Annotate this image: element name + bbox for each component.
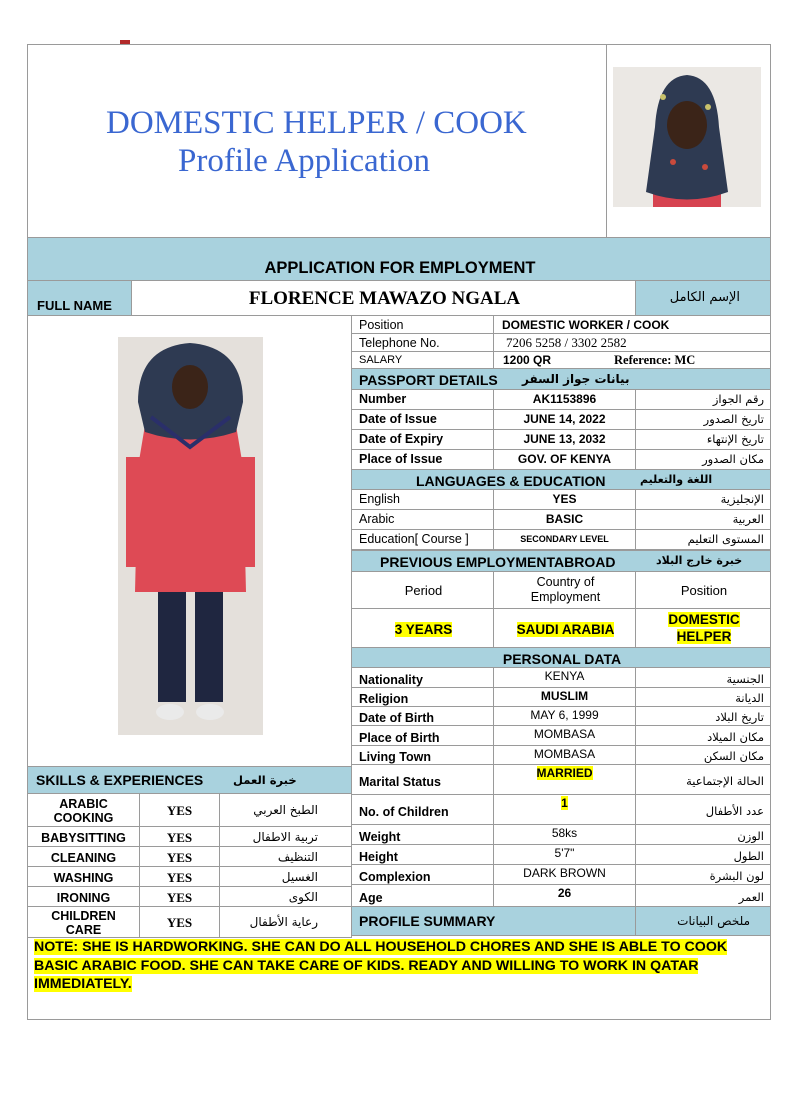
header-title-box — [27, 44, 607, 238]
language-row-value: BASIC — [545, 512, 584, 526]
position-value: DOMESTIC WORKER / COOK — [502, 318, 670, 332]
personal-row-ar: الوزن — [737, 829, 764, 843]
summary-ar: ملخص البيانات — [677, 914, 750, 928]
passport-row-ar-cell — [635, 389, 771, 410]
language-row-ar: المستوى التعليم — [687, 532, 764, 546]
personal-row-ar-cell — [635, 667, 771, 688]
page-subtitle: Profile Application — [178, 143, 431, 179]
personal-row-ar-cell — [635, 864, 771, 885]
personal-row-label: Living Town — [359, 750, 431, 764]
full-name-ar-cell — [635, 280, 771, 316]
summary-label: PROFILE SUMMARY — [359, 913, 496, 929]
language-row-label: English — [359, 492, 400, 506]
full-name-value-cell — [131, 280, 636, 316]
personal-row-value-cell — [493, 667, 636, 688]
emp-col-country: Country of Employment — [530, 575, 601, 604]
reference-text: Reference: MC — [614, 353, 696, 367]
personal-row-label: Date of Birth — [359, 711, 434, 725]
personal-row-ar: عدد الأطفال — [705, 804, 764, 818]
corner-mark — [120, 40, 130, 44]
emp-period: 3 YEARS — [394, 622, 453, 637]
personal-row-ar: الطول — [733, 849, 764, 863]
language-row-value-cell — [493, 529, 636, 550]
personal-row-value: MOMBASA — [533, 747, 596, 761]
summary-ar-cell — [635, 906, 771, 936]
full-name-ar: الإسم الكامل — [669, 290, 740, 305]
language-row-value: YES — [552, 492, 577, 506]
skill-name-cell — [27, 866, 140, 887]
personal-row-ar-cell — [635, 764, 771, 795]
personal-row-value-cell — [493, 725, 636, 746]
personal-row-label-cell — [351, 745, 494, 765]
skill-value: YES — [166, 850, 193, 865]
personal-row-label-cell — [351, 824, 494, 845]
salary-value: 1200 QR — [503, 353, 552, 367]
skill-ar-cell — [219, 793, 352, 827]
skill-ar-cell — [219, 866, 352, 887]
passport-row-label-cell — [351, 409, 494, 430]
passport-row-label: Place of Issue — [359, 452, 443, 466]
personal-row-ar-cell — [635, 884, 771, 907]
language-row-value-cell — [493, 489, 636, 510]
position-value-cell — [493, 315, 771, 334]
full-name-label: FULL NAME — [37, 298, 112, 313]
personal-row-label-cell — [351, 764, 494, 795]
skill-name-cell — [27, 886, 140, 907]
phone-label-cell — [351, 333, 494, 352]
position-label-cell — [351, 315, 494, 334]
emp-col-country-cell — [493, 571, 636, 609]
skills-title-ar: خبرة العمل — [233, 773, 297, 787]
section-title-bar — [27, 237, 771, 281]
skill-name-cell — [27, 906, 140, 938]
personal-row-value-cell — [493, 764, 636, 795]
passport-row-ar-cell — [635, 409, 771, 430]
emp-col-position-cell — [635, 571, 771, 609]
skill-name: BABYSITTING — [41, 831, 126, 845]
personal-row-label-cell — [351, 864, 494, 885]
passport-row-ar-cell — [635, 429, 771, 450]
emp-position: DOMESTIC HELPER — [668, 612, 740, 644]
personal-row-ar: الجنسية — [726, 672, 764, 686]
emp-period-cell — [351, 608, 494, 648]
personal-row-label-cell — [351, 884, 494, 907]
phone-label: Telephone No. — [359, 336, 440, 350]
skill-value-cell — [139, 826, 220, 847]
personal-row-label: No. of Children — [359, 805, 449, 819]
personal-title: PERSONAL DATA — [502, 651, 622, 667]
portrait-photo — [613, 67, 761, 207]
employment-title: PREVIOUS EMPLOYMENTABROAD — [380, 554, 616, 570]
personal-row-label: Religion — [359, 692, 409, 706]
skill-ar-cell — [219, 886, 352, 907]
personal-row-ar-cell — [635, 794, 771, 825]
passport-row-ar-cell — [635, 449, 771, 470]
passport-title: PASSPORT DETAILS — [359, 372, 498, 388]
skill-name: ARABIC COOKING — [53, 797, 114, 825]
personal-row-value-cell — [493, 844, 636, 865]
language-row-value: SECONDARY LEVEL — [520, 534, 609, 544]
skill-ar-cell — [219, 826, 352, 847]
passport-row-ar: تاريخ الصدور — [703, 412, 764, 426]
skill-value-cell — [139, 866, 220, 887]
skill-name: WASHING — [53, 871, 114, 885]
passport-row-value-cell — [493, 389, 636, 410]
passport-row-ar: تاريخ الإنتهاء — [706, 432, 764, 446]
personal-row-value: MAY 6, 1999 — [530, 708, 599, 722]
phone-value: 7206 5258 / 3302 2582 — [506, 335, 627, 350]
emp-col-position: Position — [680, 583, 728, 598]
personal-row-ar-cell — [635, 687, 771, 707]
passport-row-label-cell — [351, 429, 494, 450]
passport-row-ar: مكان الصدور — [702, 452, 764, 466]
skills-title: SKILLS & EXPERIENCES — [36, 772, 204, 788]
personal-row-value: MARRIED — [536, 766, 593, 780]
personal-row-ar-cell — [635, 844, 771, 865]
languages-title-bar — [351, 469, 771, 490]
personal-row-ar-cell — [635, 706, 771, 726]
personal-row-value: KENYA — [544, 669, 585, 683]
phone-value-cell — [493, 333, 771, 352]
passport-row-value: AK1153896 — [532, 392, 597, 406]
passport-row-ar: رقم الجواز — [712, 392, 764, 406]
skill-value-cell — [139, 886, 220, 907]
language-row-label: Arabic — [359, 512, 395, 526]
personal-row-ar: مكان السكن — [703, 749, 764, 763]
passport-row-value: JUNE 14, 2022 — [523, 412, 606, 426]
personal-row-label: Place of Birth — [359, 731, 440, 745]
language-row-ar-cell — [635, 529, 771, 550]
passport-row-label: Date of Expiry — [359, 432, 444, 446]
language-row-label: Education[ Course ] — [359, 532, 469, 546]
passport-row-label: Date of Issue — [359, 412, 437, 426]
language-row-ar-cell — [635, 509, 771, 530]
passport-row-label: Number — [359, 392, 407, 406]
personal-row-value-cell — [493, 745, 636, 765]
personal-row-value: 26 — [557, 886, 572, 900]
skill-value: YES — [166, 870, 193, 885]
skill-value: YES — [166, 830, 193, 845]
personal-row-ar-cell — [635, 824, 771, 845]
skill-ar: تربية الاطفال — [252, 830, 318, 844]
skill-name: IRONING — [56, 891, 111, 905]
personal-row-label-cell — [351, 687, 494, 707]
personal-row-label: Weight — [359, 830, 401, 844]
skill-ar: الطبخ العربي — [253, 803, 318, 817]
personal-row-label-cell — [351, 667, 494, 688]
personal-row-label: Complexion — [359, 870, 431, 884]
note-block — [34, 938, 768, 994]
skill-ar-cell — [219, 846, 352, 867]
passport-row-label-cell — [351, 449, 494, 470]
personal-row-label: Height — [359, 850, 398, 864]
personal-row-ar: العمر — [738, 890, 764, 904]
personal-row-value-cell — [493, 794, 636, 825]
language-row-ar: العربية — [732, 512, 764, 526]
passport-row-value-cell — [493, 429, 636, 450]
personal-row-value-cell — [493, 706, 636, 726]
language-row-ar-cell — [635, 489, 771, 510]
personal-row-value: 58ks — [551, 826, 578, 840]
language-row-label-cell — [351, 529, 494, 550]
personal-row-ar-cell — [635, 745, 771, 765]
personal-row-value: 5'7" — [554, 846, 575, 860]
emp-country: SAUDI ARABIA — [516, 622, 615, 637]
passport-row-label-cell — [351, 389, 494, 410]
section-title: APPLICATION FOR EMPLOYMENT — [264, 259, 536, 277]
passport-row-value: JUNE 13, 2032 — [523, 432, 606, 446]
note-text: NOTE: SHE IS HARDWORKING. SHE CAN DO ALL HOUSEHOLD CHORES AND SHE IS ABLE TO COOK BASIC ARABIC FOOD. SHE CAN TAKE CARE OF KIDS. READY AND WILLING TO WORK IN QATAR IMMEDIATELY. — [34, 939, 728, 992]
personal-row-value: MOMBASA — [533, 727, 596, 741]
personal-row-value: DARK BROWN — [523, 866, 606, 880]
emp-col-period-cell — [351, 571, 494, 609]
full-name-value: FLORENCE MAWAZO NGALA — [248, 288, 521, 309]
personal-row-ar: مكان الميلاد — [707, 730, 764, 744]
skill-value: YES — [166, 890, 193, 905]
personal-row-label-cell — [351, 706, 494, 726]
salary-label: SALARY — [359, 354, 403, 366]
skill-name-cell — [27, 826, 140, 847]
emp-col-period: Period — [404, 583, 443, 598]
languages-title: LANGUAGES & EDUCATION — [416, 473, 606, 489]
skill-name: CLEANING — [50, 851, 117, 865]
personal-row-label-cell — [351, 844, 494, 865]
personal-row-label-cell — [351, 725, 494, 746]
personal-row-value-cell — [493, 824, 636, 845]
page-title: DOMESTIC HELPER / COOK — [106, 105, 527, 141]
passport-title-ar: بيانات جواز السفر — [522, 372, 630, 386]
full-body-photo-box — [27, 315, 352, 767]
personal-row-ar: الديانة — [735, 691, 764, 705]
language-row-ar: الإنجليزية — [720, 492, 764, 506]
full-name-label-cell — [27, 280, 132, 316]
skill-value: YES — [166, 915, 193, 930]
personal-title-bar — [351, 647, 771, 668]
header-photo-box — [606, 44, 771, 238]
language-row-label-cell — [351, 489, 494, 510]
skill-name: CHILDREN CARE — [51, 909, 116, 937]
personal-row-ar: لون البشرة — [709, 869, 764, 883]
personal-row-value-cell — [493, 884, 636, 907]
language-row-value-cell — [493, 509, 636, 530]
language-row-label-cell — [351, 509, 494, 530]
personal-row-value-cell — [493, 864, 636, 885]
personal-row-ar: الحالة الإجتماعية — [686, 774, 764, 788]
position-label: Position — [359, 318, 404, 332]
skill-ar: الغسيل — [281, 870, 318, 884]
personal-row-value: 1 — [561, 796, 568, 810]
passport-row-value-cell — [493, 409, 636, 430]
skills-title-bar — [27, 766, 352, 794]
summary-label-cell — [351, 906, 636, 936]
skill-value: YES — [166, 803, 193, 818]
languages-title-ar: اللغة والتعليم — [640, 473, 713, 486]
salary-label-cell — [351, 351, 494, 369]
salary-value-cell — [493, 351, 771, 369]
skill-value-cell — [139, 846, 220, 867]
passport-row-value-cell — [493, 449, 636, 470]
personal-row-label-cell — [351, 794, 494, 825]
skill-name-cell — [27, 793, 140, 827]
passport-title-bar — [351, 368, 771, 390]
full-body-photo — [118, 337, 263, 735]
emp-country-cell — [493, 608, 636, 648]
personal-row-value-cell — [493, 687, 636, 707]
skill-ar-cell — [219, 906, 352, 938]
personal-row-ar: تاريخ البلاد — [715, 710, 764, 724]
skill-ar: رعاية الأطفال — [249, 915, 318, 929]
skill-ar: الكوى — [288, 890, 318, 904]
emp-position-cell — [635, 608, 771, 648]
personal-row-label: Age — [359, 891, 383, 905]
skill-value-cell — [139, 793, 220, 827]
personal-row-label: Nationality — [359, 673, 423, 687]
employment-title-bar — [351, 550, 771, 572]
personal-row-value: MUSLIM — [540, 689, 589, 703]
skill-ar: التنظيف — [277, 850, 318, 864]
personal-row-label: Marital Status — [359, 775, 441, 789]
skill-value-cell — [139, 906, 220, 938]
skill-name-cell — [27, 846, 140, 867]
employment-title-ar: خبرة خارج البلاد — [656, 554, 743, 567]
passport-row-value: GOV. OF KENYA — [517, 452, 612, 466]
personal-row-ar-cell — [635, 725, 771, 746]
